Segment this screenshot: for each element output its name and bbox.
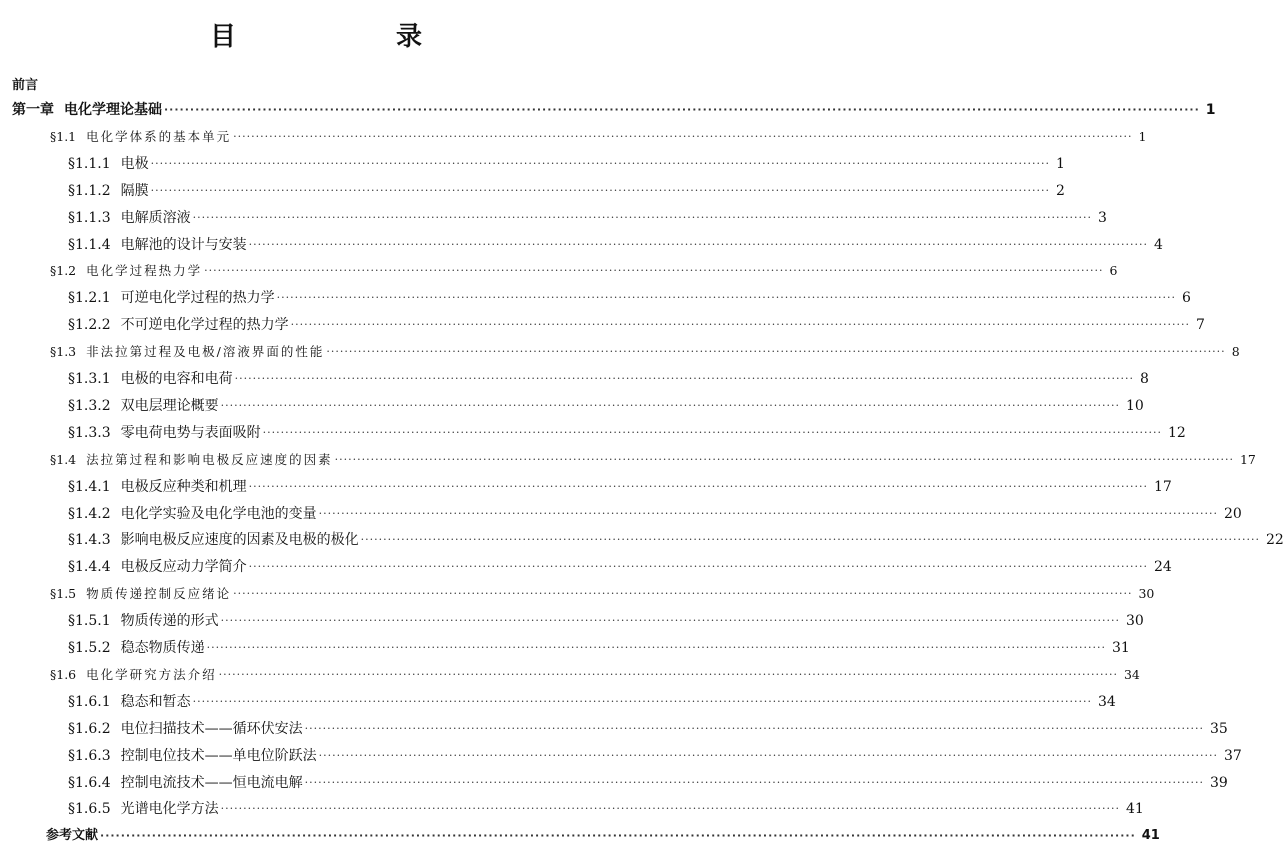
entry-title: 零电荷电势与表面吸附 (120, 424, 261, 441)
entry-number: §1.1 (50, 128, 77, 144)
entry-number: §1.4.3 (68, 532, 111, 549)
entry-page: 39 (1209, 774, 1228, 791)
entry-title: 双电层理论概要 (120, 397, 219, 414)
leader-dots: ········································································································································································································ (304, 775, 1204, 789)
entry-title: 可逆电化学过程的热力学 (120, 290, 275, 307)
entry-number: §1.4.4 (68, 559, 111, 576)
entry-title: 电极反应动力学简介 (120, 559, 247, 576)
entry-page: 3 (1097, 209, 1107, 226)
entry-title: 控制电流技术——恒电流电解 (120, 774, 303, 791)
toc-section (50, 342, 1240, 362)
leader-dots: ········································································································································································································ (192, 694, 1092, 708)
toc-subsection (68, 692, 1116, 712)
leader-dots: ········································································································································································································ (248, 479, 1148, 493)
entry-page: 24 (1153, 559, 1172, 576)
leader-dots: ········································································································································································································ (220, 398, 1120, 412)
entry-number: §1.6.1 (68, 693, 111, 710)
entry-title: 隔膜 (120, 182, 149, 199)
toc-subsection (68, 719, 1228, 739)
entry-title: 物质传递控制反应绪论 (86, 586, 232, 602)
entry-number: §1.6.2 (68, 720, 111, 737)
toc-subsection (68, 477, 1172, 497)
entry-title: 电解池的设计与安装 (120, 236, 247, 253)
entry-number: §1.4 (50, 451, 77, 467)
entry-page: 6 (1109, 263, 1118, 279)
toc-subsection (68, 638, 1130, 658)
leader-dots: ········································································································································································································ (234, 372, 1134, 385)
entry-page: 41 (1141, 828, 1160, 844)
toc-references (46, 826, 1160, 846)
leader-dots: ········································································································································································································ (304, 721, 1204, 735)
entry-number: §1.1.3 (68, 209, 111, 226)
toc-section (50, 584, 1155, 604)
entry-title: 电化学研究方法介绍 (86, 666, 217, 682)
entry-number: §1.5.1 (68, 613, 111, 630)
entry-number: §1.3 (50, 344, 77, 360)
entry-page: 31 (1111, 640, 1130, 656)
entry-number: §1.4.1 (68, 478, 111, 495)
toc-subsection (68, 315, 1205, 335)
leader-dots: ········································································································································································································ (276, 291, 1176, 305)
entry-title: 法拉第过程和影响电极反应速度的因素 (86, 451, 333, 467)
leader-dots: ········································································································································································································ (150, 183, 1050, 197)
leader-dots: ········································································································································································································ (192, 210, 1092, 224)
entry-title: 电化学实验及电化学电池的变量 (120, 505, 317, 522)
entry-number: §1.3.2 (68, 397, 111, 414)
leader-dots: ········································································································································································································ (218, 667, 1118, 681)
page-title: 目 录 (209, 22, 458, 52)
leader-dots: ········································································································································································································ (220, 614, 1120, 628)
entry-page: 34 (1123, 666, 1140, 682)
entry-number: §1.5 (50, 586, 77, 602)
entry-page: 8 (1139, 371, 1149, 387)
entry-title: 电极的电容和电荷 (120, 371, 233, 387)
entry-number: §1.6 (50, 666, 77, 682)
entry-title: 电化学体系的基本单元 (86, 128, 232, 144)
leader-dots: ········································································································································································································ (204, 264, 1104, 278)
toc-section (50, 450, 1256, 470)
leader-dots: ········································································································································································································ (262, 425, 1162, 439)
entry-page: 17 (1239, 451, 1256, 467)
entry-title: 不可逆电化学过程的热力学 (120, 317, 289, 334)
entry-number: 第一章 (12, 102, 54, 118)
entry-page: 1 (1138, 128, 1147, 144)
entry-number: §1.1.2 (68, 182, 111, 199)
entry-title: 参考文献 (46, 828, 99, 844)
toc-subsection (68, 773, 1228, 793)
entry-number: §1.6.3 (68, 747, 111, 764)
toc-subsection (68, 396, 1144, 416)
toc-subsection (68, 288, 1191, 308)
entry-page: 30 (1125, 613, 1144, 630)
entry-page: 41 (1125, 801, 1144, 818)
entry-number: §1.4.2 (68, 505, 111, 522)
entry-title: 电解质溶液 (120, 209, 191, 226)
leader-dots: ········································································································································································································ (334, 452, 1234, 466)
toc-section (50, 127, 1147, 147)
entry-page: 17 (1153, 478, 1172, 495)
toc-subsection (68, 181, 1065, 201)
toc-subsection (68, 746, 1242, 766)
toc-subsection (68, 504, 1242, 524)
entry-page: 1 (1055, 155, 1065, 172)
leader-dots: ········································································································································································································ (248, 237, 1148, 251)
entry-page: 30 (1138, 586, 1155, 602)
entry-title: 稳态物质传递 (120, 640, 205, 656)
entry-page: 35 (1209, 720, 1228, 737)
leader-dots: ········································································································································································································ (206, 641, 1106, 654)
toc-subsection (68, 235, 1163, 255)
entry-page: 20 (1223, 505, 1242, 522)
entry-number: §1.2.1 (68, 290, 111, 307)
entry-title: 电极 (120, 155, 149, 172)
entry-title: 影响电极反应速度的因素及电极的极化 (120, 532, 359, 549)
entry-page: 6 (1181, 290, 1191, 307)
entry-number: §1.3.3 (68, 424, 111, 441)
entry-page: 34 (1097, 693, 1116, 710)
entry-page: 7 (1195, 317, 1205, 334)
leader-dots: ········································································································································································································ (233, 129, 1133, 143)
foreword-label: 前言 (12, 78, 39, 93)
leader-dots: ········································································································································································································ (326, 345, 1226, 359)
toc-subsection (68, 154, 1065, 174)
leader-dots: ········································································································································································································ (164, 103, 1200, 116)
entry-title: 控制电位技术——单电位阶跃法 (120, 747, 317, 764)
entry-page: 22 (1265, 532, 1284, 549)
leader-dots: ········································································································································································································ (360, 533, 1260, 547)
toc-chapter (12, 100, 1216, 120)
entry-page: 8 (1231, 344, 1240, 360)
entry-title: 电化学过程热力学 (86, 263, 203, 279)
leader-dots: ········································································································································································································ (290, 318, 1190, 332)
toc-section (50, 261, 1118, 281)
entry-page: 10 (1125, 397, 1144, 414)
toc-subsection (68, 208, 1107, 228)
entry-number: §1.1.4 (68, 236, 111, 253)
entry-title: 稳态和暂态 (120, 693, 191, 710)
entry-title: 电位扫描技术——循环伏安法 (120, 720, 303, 737)
entry-number: §1.5.2 (68, 640, 111, 656)
toc-subsection (68, 423, 1186, 443)
toc-subsection (68, 557, 1172, 577)
leader-dots: ········································································································································································································ (318, 748, 1218, 762)
entry-number: §1.6.5 (68, 801, 111, 818)
toc-subsection (68, 799, 1144, 819)
leader-dots: ········································································································································································································ (100, 829, 1136, 843)
entry-page: 37 (1223, 747, 1242, 764)
entry-title: 物质传递的形式 (120, 613, 219, 630)
entry-title: 非法拉第过程及电极/溶液界面的性能 (86, 344, 325, 360)
leader-dots: ········································································································································································································ (150, 156, 1050, 170)
toc-subsection (68, 369, 1149, 389)
toc-subsection (68, 530, 1284, 550)
entry-title: 电极反应种类和机理 (120, 478, 247, 495)
entry-number: §1.2 (50, 263, 77, 279)
entry-page: 4 (1153, 236, 1163, 253)
leader-dots: ········································································································································································································ (248, 560, 1148, 574)
entry-number: §1.2.2 (68, 317, 111, 334)
entry-number: §1.1.1 (68, 155, 111, 172)
leader-dots: ········································································································································································································ (233, 587, 1133, 601)
toc-subsection (68, 611, 1144, 631)
entry-title: 光谱电化学方法 (120, 801, 219, 818)
leader-dots: ········································································································································································································ (318, 506, 1218, 520)
entry-page: 2 (1055, 182, 1065, 199)
entry-page: 12 (1167, 424, 1186, 441)
entry-number: §1.6.4 (68, 774, 111, 791)
entry-title: 电化学理论基础 (64, 102, 162, 118)
toc-foreword (12, 76, 132, 96)
toc-section (50, 665, 1140, 685)
leader-dots: ········································································································································································································ (220, 802, 1120, 816)
entry-page: 1 (1205, 102, 1216, 118)
entry-number: §1.3.1 (68, 371, 111, 387)
